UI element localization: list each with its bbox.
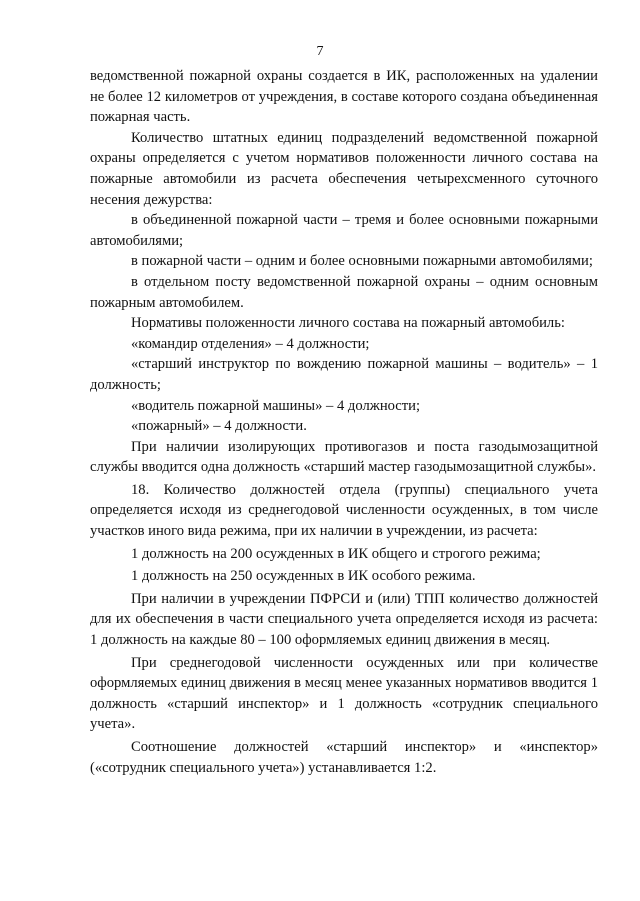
paragraph-norms-heading: Нормативы положенности личного состава на пожарный автомобиль: — [131, 315, 565, 332]
paragraph-gas-smoke-service: При наличии изолирующих противогазов и поста газодымозащитной службы вводится одна должность «старший мастер газодымозащитной службы». — [90, 438, 598, 476]
paragraph-separate-post: в отдельном посту ведомственной пожарной охраны – одним основным пожарным автомобилем. — [90, 273, 598, 311]
paragraph-norm-firefighter: «пожарный» – 4 должности. — [131, 418, 307, 435]
paragraph-pfrsi-tpp: При наличии в учреждении ПФРСИ и (или) ТПП количество должностей для их обеспечения в части специального учета определяется исходя из расчета: 1 должность на каждые 80 – 100 оформляемых единиц движения в месяц. — [90, 590, 598, 649]
paragraph-joint-unit: в объединенной пожарной части – тремя и более основными пожарными автомобилями; — [90, 212, 598, 249]
document-body — [90, 66, 598, 778]
paragraph-staff-count: Количество штатных единиц подразделений ведомственной пожарной охраны определяется с учетом нормативов положенности личного состава на пожарные автомобили из расчета обеспечения четырехсменного суточного несения дежурства: — [90, 129, 598, 208]
paragraph-below-norms: При среднегодовой численности осужденных или при количестве оформляемых единиц движения в месяц менее указанных нормативов вводится 1 должность «старший инспектор» и 1 должность «сотрудник специального учета». — [90, 654, 598, 733]
paragraph-ratio: Соотношение должностей «старший инспектор» и «инспектор» («сотрудник специального учета») устанавливается 1:2. — [90, 739, 598, 776]
paragraph-continuation: ведомственной пожарной охраны создается в ИК, расположенных на удалении не более 12 километров от учреждения, в составе которого создана объединенная пожарная часть. — [90, 68, 598, 126]
paragraph-general-strict-regime: 1 должность на 200 осужденных в ИК общего и строгого режима; — [131, 545, 541, 562]
paragraph-norm-instructor: «старший инструктор по вождению пожарной машины – водитель» – 1 должность; — [90, 356, 598, 393]
page-number: 7 — [316, 44, 324, 59]
paragraph-norm-driver: «водитель пожарной машины» – 4 должности; — [131, 397, 421, 414]
paragraph-norm-commander: «командир отделения» – 4 должности; — [131, 335, 370, 352]
paragraph-fire-unit: в пожарной части – одним и более основными пожарными автомобилями; — [131, 253, 593, 270]
paragraph-special-regime: 1 должность на 250 осужденных в ИК особого режима. — [131, 568, 476, 585]
paragraph-item-18: 18. Количество должностей отдела (группы) специального учета определяется исходя из среднегодовой численности осужденных, в том числе участков иного вида режима, при их наличии в учреждении, из расчета: — [90, 481, 598, 540]
